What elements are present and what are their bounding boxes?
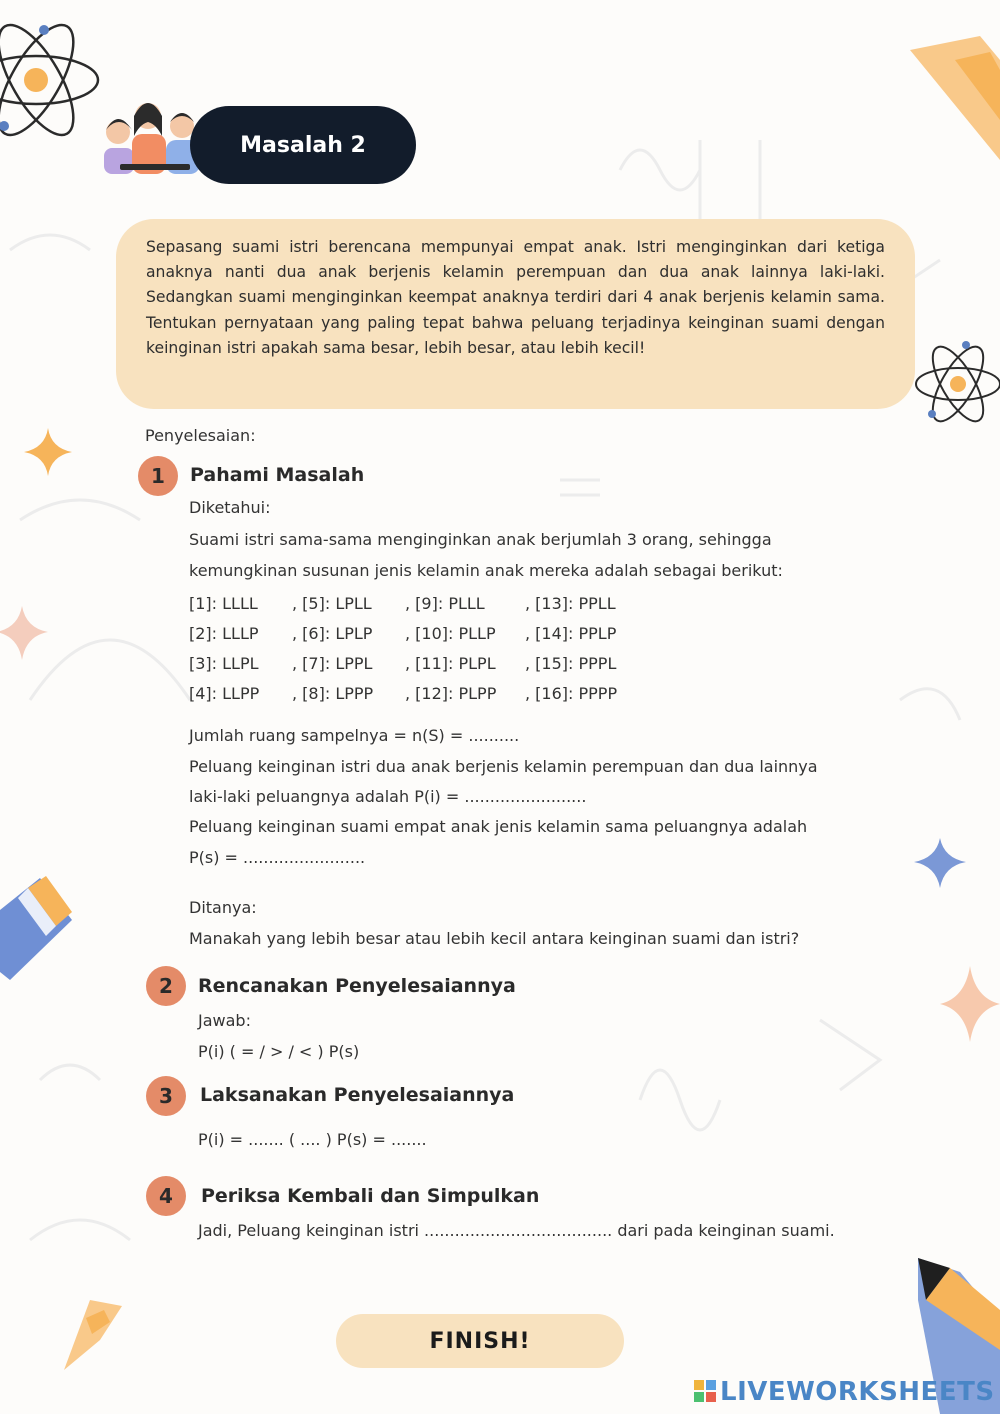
step-4-title: Periksa Kembali dan Simpulkan	[201, 1185, 540, 1207]
arrangement-cell: , [6]: LPLP	[292, 624, 373, 643]
step-3-title: Laksanakan Penyelesaiannya	[200, 1084, 515, 1106]
wife-probability-line-2: laki-laki peluangnya adalah P(i) = ........................	[189, 787, 587, 806]
atom-icon	[0, 14, 98, 145]
brand-name: LIVEWORKSHEETS	[720, 1377, 995, 1407]
husband-probability-line-2: P(s) = ........................	[189, 848, 366, 867]
arrangement-cell: [3]: LLPL	[189, 654, 259, 673]
arrangement-cell: , [7]: LPPL	[292, 654, 373, 673]
page-title: Masalah 2	[190, 106, 416, 184]
intro-line-1: Suami istri sama-sama menginginkan anak berjumlah 3 orang, sehingga	[189, 530, 772, 549]
step-1-number: 1	[138, 456, 178, 496]
step-4-number: 4	[146, 1176, 186, 1216]
conclusion-line: Jadi, Peluang keinginan istri ..................................... dari pada keinginan suami.	[198, 1221, 835, 1240]
finish-button[interactable]: FINISH!	[336, 1314, 624, 1368]
step-2-number: 2	[146, 966, 186, 1006]
sample-space-line: Jumlah ruang sampelnya = n(S) = ..........	[189, 726, 520, 745]
known-label: Diketahui:	[189, 498, 271, 517]
arrangement-cell: , [12]: PLPP	[405, 684, 497, 703]
arrangement-cell: , [11]: PLPL	[405, 654, 496, 673]
arrangement-cell: , [9]: PLLL	[405, 594, 485, 613]
arrangement-cell: [4]: LLPP	[189, 684, 260, 703]
arrangement-cell: , [14]: PPLP	[525, 624, 617, 643]
liveworksheets-logo-icon	[694, 1380, 716, 1402]
step-1-title: Pahami Masalah	[190, 464, 365, 486]
arrangement-cell: , [10]: PLLP	[405, 624, 496, 643]
arrangement-cell: [2]: LLLP	[189, 624, 259, 643]
asked-text: Manakah yang lebih besar atau lebih kecil antara keinginan suami dan istri?	[189, 929, 800, 948]
step-3-number: 3	[146, 1076, 186, 1116]
arrangement-cell: , [5]: LPLL	[292, 594, 372, 613]
comparison-line: P(i) ( = / > / < ) P(s)	[198, 1042, 360, 1061]
solution-label: Penyelesaian:	[145, 426, 256, 445]
asked-label: Ditanya:	[189, 898, 257, 917]
husband-probability-line-1: Peluang keinginan suami empat anak jenis kelamin sama peluangnya adalah	[189, 817, 808, 836]
intro-line-2: kemungkinan susunan jenis kelamin anak mereka adalah sebagai berikut:	[189, 561, 783, 580]
wife-probability-line-1: Peluang keinginan istri dua anak berjenis kelamin perempuan dan dua lainnya	[189, 757, 818, 776]
arrangement-cell: [1]: LLLL	[189, 594, 258, 613]
step-2-title: Rencanakan Penyelesaiannya	[198, 975, 516, 997]
answer-label: Jawab:	[198, 1011, 251, 1030]
arrangement-cell: , [13]: PPLL	[525, 594, 616, 613]
arrangement-cell: , [16]: PPPP	[525, 684, 618, 703]
calculation-line: P(i) = ....... ( .... ) P(s) = .......	[198, 1130, 427, 1149]
problem-statement: Sepasang suami istri berencana mempunyai empat anak. Istri menginginkan dari ketiga anaknya nanti dua anak berjenis kelamin perempuan dan dua anak lainnya laki-laki. Sedangkan suami menginginkan keempat anaknya terdiri dari 4 anak berjenis kelamin sama. Tentukan pernyataan yang paling tepat bahwa peluang terjadinya keinginan suami dengan keinginan istri apakah sama besar, lebih besar, atau lebih kecil!	[116, 219, 915, 409]
arrangement-cell: , [15]: PPPL	[525, 654, 617, 673]
arrangement-cell: , [8]: LPPP	[292, 684, 374, 703]
